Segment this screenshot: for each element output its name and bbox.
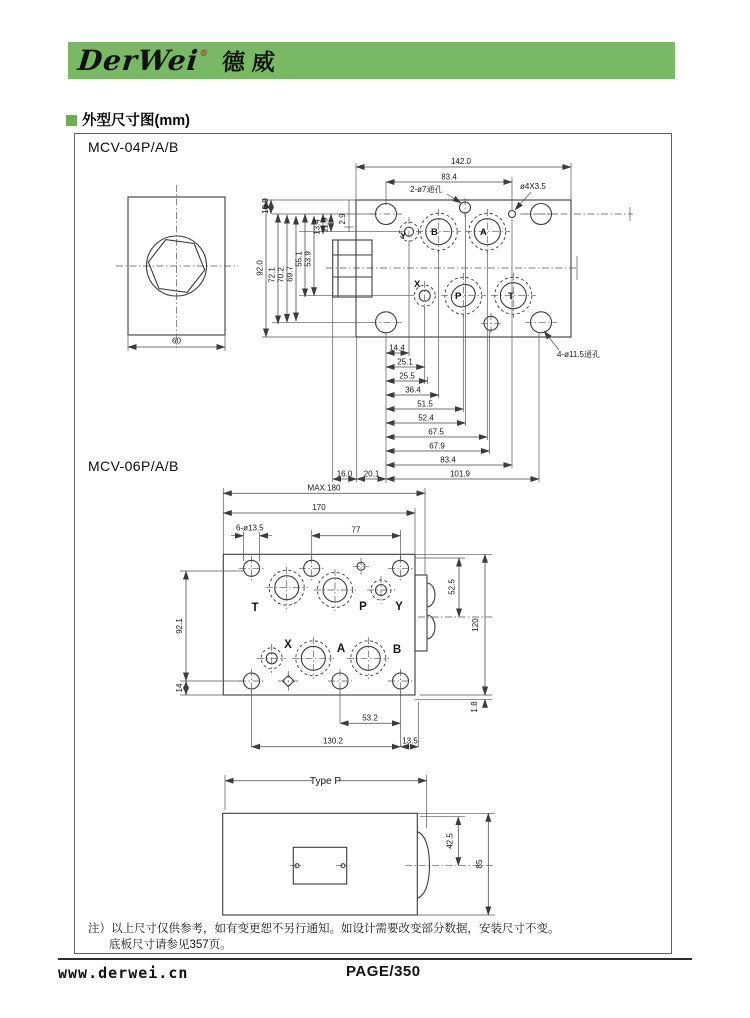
dim-label: 42.5: [445, 833, 455, 849]
variant-label: Type P: [309, 776, 342, 787]
website-link[interactable]: www.derwei.cn: [58, 964, 189, 982]
registered-mark-icon: ®: [198, 49, 210, 59]
mcv04-left-dims: [256, 198, 415, 337]
footnote-line1: 注）以上尺寸仅供参考，如有变更恕不另行通知。如设计需要改变部分数据，安装尺寸不变。: [88, 923, 560, 935]
brand-banner: [68, 42, 675, 79]
dim-label: 10.9: [261, 198, 270, 214]
dim-label: 14: [175, 683, 184, 693]
model-label-mcv06: MCV-06P/A/B: [88, 458, 179, 474]
hole-callout: ø4X3.5: [520, 182, 546, 191]
section-title: 外型尺寸图(mm): [82, 113, 190, 129]
dim-label: 36.4: [405, 385, 421, 395]
mcv06-dims: [175, 484, 492, 747]
dim-label: 92.0: [255, 260, 265, 276]
page-number: PAGE/350: [346, 963, 421, 980]
dim-label: 25.1: [397, 357, 413, 367]
mcv04-side-view: [116, 185, 238, 351]
brand-logo: [76, 44, 210, 77]
dim-label: 13.4: [312, 219, 322, 235]
port-label: X: [414, 279, 421, 290]
hole-callout: 6-ø13.5: [236, 523, 264, 533]
dim-label: 85: [475, 859, 484, 869]
dim-label: 55.1: [294, 251, 304, 267]
model-label-mcv04: MCV-04P/A/B: [88, 139, 179, 155]
port-label: P: [455, 291, 462, 302]
mcv04-plan-view: [326, 198, 633, 337]
port-label: T: [251, 602, 259, 614]
hole-callout: 2-ø7通孔: [410, 185, 443, 194]
dim-label: 67.9: [429, 441, 445, 451]
port-label: P: [359, 601, 367, 613]
dim-label: 51.5: [417, 399, 433, 409]
dim-label: 130.2: [322, 736, 344, 746]
port-label: Y: [395, 601, 403, 613]
typep-view: [223, 813, 495, 915]
brand-name-chinese: 德威: [221, 49, 284, 76]
dim-label: 69.7: [285, 266, 295, 282]
dim-label: 60: [172, 336, 181, 346]
typep-dimension-drawing: [80, 760, 670, 940]
dim-label: 83.4: [440, 455, 456, 465]
mcv06-dimension-drawing: [80, 480, 670, 760]
end-cap-profile: [417, 832, 429, 899]
dim-label: 52.5: [447, 579, 457, 595]
mcv04-bottom-dims: [333, 213, 600, 483]
dim-label: 53.9: [303, 251, 313, 267]
dim-label: 170: [312, 503, 326, 512]
mcv04-top-dims: [356, 157, 571, 211]
footnote: [88, 921, 648, 953]
port-label: X: [284, 639, 292, 651]
dim-label: 11.9: [320, 217, 330, 233]
dim-label: 13.5: [402, 736, 418, 746]
footer-divider: [58, 958, 692, 960]
port-label: A: [336, 643, 346, 655]
dim-label: 83.4: [441, 172, 457, 182]
port-label: B: [431, 227, 438, 238]
dim-label: 101.9: [449, 469, 471, 479]
dim-label: 25.5: [399, 371, 415, 381]
mcv06-plan-view: [223, 554, 492, 695]
port-label: A: [480, 227, 487, 238]
dim-label: 20.1: [363, 469, 380, 479]
dim-label: 1.8: [470, 701, 479, 713]
brand-name: DerWei: [76, 44, 201, 77]
dim-label: 16.0: [336, 469, 353, 479]
dim-label: 92.1: [175, 618, 184, 634]
typep-dims: [225, 775, 495, 915]
dim-label: MAX.180: [307, 483, 341, 493]
section-bullet-icon: [66, 115, 77, 126]
dim-label: 2.9: [338, 213, 347, 225]
dim-label: 77: [351, 525, 361, 535]
hole-callout: 4-ø11.5通孔: [557, 350, 600, 359]
port-label: B: [392, 644, 402, 656]
dim-label: 53.2: [362, 713, 378, 723]
footnote-line2: 底板尺寸请参见357页。: [109, 939, 232, 951]
dim-label: 14.4: [389, 343, 405, 353]
dim-label: 67.5: [428, 427, 444, 437]
port-label: T: [508, 291, 514, 302]
locating-hole: [509, 211, 516, 218]
dim-label: 52.4: [418, 413, 434, 423]
dim-label: 142.0: [450, 157, 472, 166]
dim-label: 72.1: [267, 267, 277, 283]
dim-label: 120: [471, 618, 480, 632]
dim-label: 70.2: [276, 267, 286, 283]
port-label: Y: [400, 231, 407, 242]
